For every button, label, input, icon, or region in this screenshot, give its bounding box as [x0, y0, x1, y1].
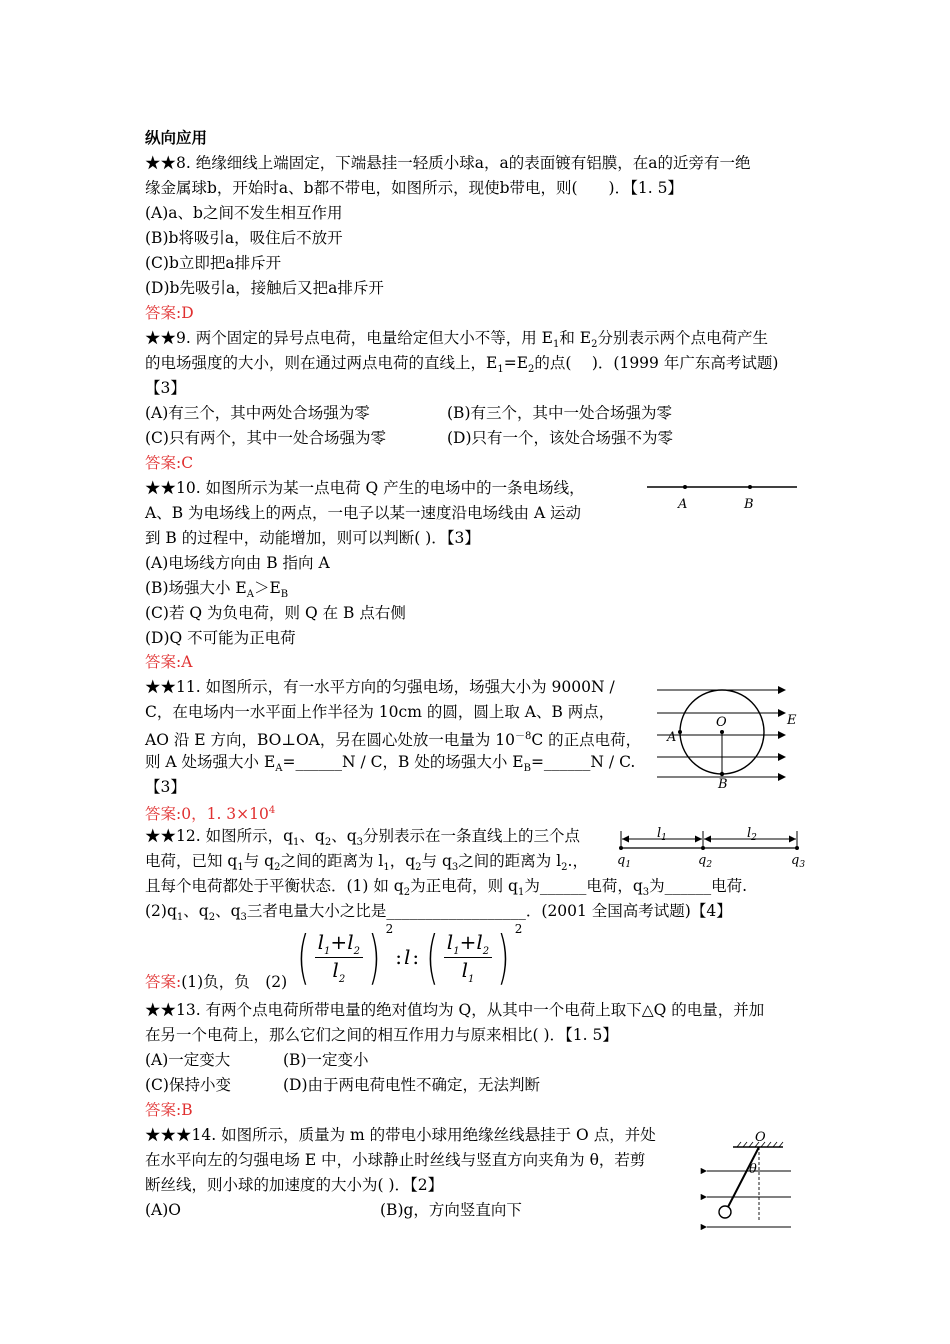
- q14-line2: 在水平向左的匀强电场 E 中，小球静止时丝线与竖直方向夹角为 θ，若剪: [145, 1151, 646, 1169]
- point-b-dot: [748, 485, 752, 489]
- q12-line2: 电荷，已知 $q_1$与 $q_2$之间的距离为 $l_1$，$q_2$与 $q_3$之间的距离为 $l_2$.，: [145, 852, 588, 874]
- q11-line1: ★★11. 如图所示，有一水平方向的匀强电场，场强大小为 9000N /: [145, 678, 615, 696]
- q1-dot: [619, 846, 623, 850]
- q10-option-a: (A)电场线方向由 B 指向 A: [145, 554, 330, 572]
- label-b: B: [718, 777, 728, 792]
- q14-pendulum-figure: [695, 1125, 805, 1235]
- q10-line1: ★★10. 如图所示为某一点电荷 Q 产生的电场中的一条电场线，: [145, 479, 585, 497]
- q8-line2: 缘金属球b，开始时a、b都不带电，如图所示，现使b带电，则( )．【1. 5】: [145, 179, 683, 197]
- q10-option-b: (B)场强大小 $E_A>E_B$: [145, 579, 289, 601]
- charged-ball: [719, 1206, 731, 1218]
- q12-answer-formula: ( $\frac{l_1+l_2}{l_2}$ ) $^2$: l : ( $\frac{l_1+l_2}{l_1}$ ) $^2$: [297, 922, 523, 991]
- q13-option-a: (A)一定变大: [145, 1051, 231, 1069]
- q3-dot: [795, 846, 799, 850]
- svg-text:q2: $q_2$: [698, 853, 713, 870]
- q14-option-b: (B)g，方向竖直向下: [380, 1201, 522, 1219]
- q9-option-b: (B)有三个，其中一处合场强为零: [447, 404, 672, 422]
- label-q1: q: [617, 853, 626, 868]
- q14-option-a: (A)O: [145, 1201, 181, 1219]
- q10-line2: A、B 为电场线上的两点，一电子以某一速度沿电场线由 A 运动: [145, 504, 582, 522]
- q12-charges-figure: [615, 828, 815, 868]
- q11-circle-field-figure: [655, 680, 805, 790]
- q13-option-b: (B)一定变小: [283, 1051, 369, 1069]
- q12-line3: 且每个电荷都处于平衡状态．(1) 如 $q_2$为正电荷，则 $q_1$为______电荷，$q_3$为______电荷.: [145, 877, 748, 899]
- q9-line3: 【3】: [145, 379, 186, 397]
- svg-text:l2: $l_2$: [747, 826, 757, 843]
- label-q3: q: [791, 853, 800, 868]
- label-q2: q: [698, 853, 707, 868]
- q8-option-c: (C)b立即把a排斥开: [145, 254, 282, 272]
- q2-dot: [701, 846, 705, 850]
- q9-option-a: (A)有三个，其中两处合场强为零: [145, 404, 370, 422]
- center-o-dot: [720, 730, 724, 734]
- point-b-dot: [720, 772, 724, 776]
- q14-line1: ★★★14. 如图所示，质量为 m 的带电小球用绝缘丝线悬挂于 O 点，并处: [145, 1126, 656, 1144]
- q13-option-d: (D)由于两电荷电性不确定，无法判断: [283, 1076, 541, 1094]
- q9-answer: 答案:C: [145, 454, 194, 472]
- q10-option-c: (C)若 Q 为负电荷，则 Q 在 B 点右侧: [145, 604, 406, 622]
- svg-text:q3: $q_3$: [791, 853, 806, 870]
- label-e: E: [787, 713, 797, 728]
- q8-option-d: (D)b先吸引a，接触后又把a排斥开: [145, 279, 384, 297]
- svg-text:q1: $q_1$: [617, 853, 632, 870]
- section-title: 纵向应用: [145, 128, 208, 147]
- label-b: B: [744, 497, 754, 512]
- q11-line5: 【3】: [145, 778, 186, 796]
- q11-line4: 则 A 处场强大小 $E_A=\_\_\_\_\_\_N / C$，B 处的场强大小 $E_B=\_\_\_\_\_\_N / C$.: [145, 753, 636, 775]
- q13-option-c: (C)保持小变: [145, 1076, 231, 1094]
- thread: [728, 1147, 759, 1207]
- q8-answer: 答案:D: [145, 304, 194, 322]
- q9-line2: 的电场强度的大小，则在通过两点电荷的直线上，$E_1=E_2$的点( )．(1999 年广东高考试题): [145, 354, 779, 376]
- q8-option-b: (B)b将吸引a，吸住后不放开: [145, 229, 343, 247]
- q11-answer: 答案:0，1. $3\times 10^4$: [145, 805, 276, 824]
- label-a: A: [667, 730, 677, 745]
- label-l1: l: [657, 826, 662, 841]
- label-theta: θ: [749, 1162, 757, 1177]
- label-o: O: [716, 715, 727, 730]
- q9-option-d: (D)只有一个，该处合场强不为零: [447, 429, 674, 447]
- label-o: O: [755, 1130, 766, 1145]
- point-a-dot: [678, 730, 682, 734]
- q10-option-d: (D)Q 不可能为正电荷: [145, 629, 296, 647]
- q13-line2: 在另一个电荷上，那么它们之间的相互作用力与原来相比( )．【1. 5】: [145, 1026, 618, 1044]
- q13-line1: ★★13. 有两个点电荷所带电量的绝对值均为 Q，从其中一个电荷上取下△Q 的电量，并加: [145, 1001, 765, 1019]
- q12-line4: $(2)q_1$、$q_2$、$q_3$三者电量大小之比是__________________．(2001 全国高考试题)【4】: [145, 902, 732, 924]
- q11-line3: AO 沿 E 方向，BO⊥OA，另在圆心处放一电量为 $10^{-8}C$ 的正点电荷，: [145, 731, 642, 750]
- q9-line1: ★★9. 两个固定的异号点电荷，电量给定但大小不等，用 $E_1$和 $E_2$分别表示两个点电荷产生: [145, 329, 768, 351]
- point-a-dot: [683, 485, 687, 489]
- svg-text:l1: $l_1$: [657, 826, 667, 843]
- q9-option-c: (C)只有两个，其中一处合场强为零: [145, 429, 386, 447]
- q10-answer: 答案:A: [145, 653, 193, 671]
- q8-option-a: (A)a、b之间不发生相互作用: [145, 204, 343, 222]
- q11-line2: C，在电场内一水平面上作半径为 10cm 的圆，圆上取 A、B 两点，: [145, 703, 615, 721]
- q13-answer: 答案:B: [145, 1101, 193, 1119]
- q12-line1: ★★12. 如图所示，$q_1$、$q_2$、$q_3$分别表示在一条直线上的三个点: [145, 827, 581, 849]
- label-l2: l: [747, 826, 752, 841]
- q8-line1: ★★8. 绝缘细线上端固定，下端悬挂一轻质小球a，a的表面镀有铝膜，在a的近旁有一绝: [145, 154, 751, 172]
- q14-line3: 断丝线，则小球的加速度的大小为( )．【2】: [145, 1176, 444, 1194]
- q10-field-line-figure: [645, 480, 805, 510]
- q12-answer: 答案:(1)负，负 (2): [145, 973, 288, 991]
- q10-line3: 到 B 的过程中，动能增加，则可以判断( )．【3】: [145, 529, 480, 547]
- label-a: A: [678, 497, 688, 512]
